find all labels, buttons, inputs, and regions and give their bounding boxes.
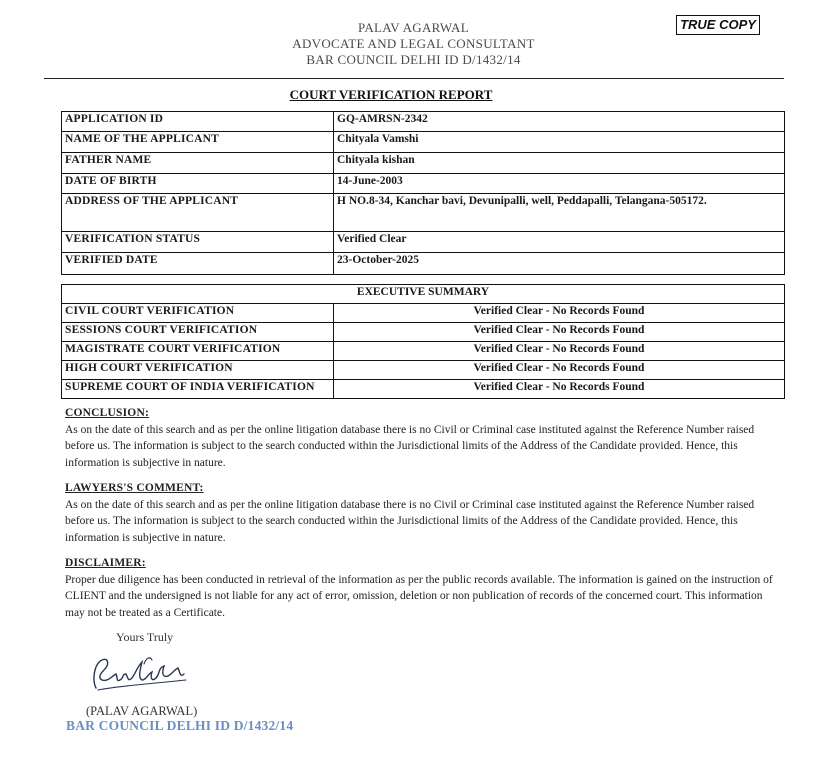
applicant-details-table <box>61 111 785 275</box>
conclusion-section <box>65 405 780 471</box>
table-row <box>62 304 785 323</box>
handwritten-signature <box>88 652 198 698</box>
summary-value: Verified Clear - No Records Found <box>334 323 785 342</box>
table-row <box>62 194 785 232</box>
disclaimer-heading: DISCLAIMER: <box>65 557 146 569</box>
disclaimer-section <box>65 555 780 621</box>
executive-summary-table <box>61 284 785 399</box>
table-row <box>62 342 785 361</box>
summary-label: HIGH COURT VERIFICATION <box>62 361 334 380</box>
table-row <box>62 361 785 380</box>
advocate-designation: ADVOCATE AND LEGAL CONSULTANT <box>292 36 535 51</box>
detail-label: ADDRESS OF THE APPLICANT <box>62 194 334 232</box>
lawyers-comment-heading: LAWYERS'S COMMENT: <box>65 482 204 494</box>
summary-value: Verified Clear - No Records Found <box>334 342 785 361</box>
table-row <box>62 380 785 399</box>
detail-value: H NO.8-34, Kanchar bavi, Devunipalli, well, Peddapalli, Telangana-505172. <box>334 194 785 232</box>
summary-label: SUPREME COURT OF INDIA VERIFICATION <box>62 380 334 399</box>
detail-value: Chityala Vamshi <box>334 132 785 153</box>
summary-value: Verified Clear - No Records Found <box>334 361 785 380</box>
detail-label: APPLICATION ID <box>62 112 334 132</box>
detail-value: Chityala kishan <box>334 153 785 174</box>
signatory-bar-id: BAR COUNCIL DELHI ID D/1432/14 <box>66 718 294 733</box>
summary-label: SESSIONS COURT VERIFICATION <box>62 323 334 342</box>
table-row <box>62 253 785 275</box>
header-divider <box>44 78 784 79</box>
table-row <box>62 323 785 342</box>
detail-label: VERIFIED DATE <box>62 253 334 275</box>
detail-value: Verified Clear <box>334 232 785 253</box>
advocate-name: PALAV AGARWAL <box>358 20 469 35</box>
detail-label: FATHER NAME <box>62 153 334 174</box>
summary-heading: EXECUTIVE SUMMARY <box>62 285 785 304</box>
closing-salutation: Yours Truly <box>116 630 174 644</box>
detail-label: VERIFICATION STATUS <box>62 232 334 253</box>
detail-value: GQ-AMRSN-2342 <box>334 112 785 132</box>
lawyers-comment-section <box>65 480 780 546</box>
detail-label: NAME OF THE APPLICANT <box>62 132 334 153</box>
summary-value: Verified Clear - No Records Found <box>334 380 785 399</box>
conclusion-text: As on the date of this search and as per the online litigation database there is no Civil or Criminal case instituted against the Reference Number raised before us. The information is subject to the search conducted within the Jurisdictional limits of the Address of the Candidate provided. Hence, this information is subjective in nature. <box>65 423 755 469</box>
table-row <box>62 174 785 194</box>
summary-value: Verified Clear - No Records Found <box>334 304 785 323</box>
lawyers-comment-text: As on the date of this search and as per the online litigation database there is no Civil or Criminal case instituted against the Reference Number raised before us. The information is subject to the search conducted within the Jurisdictional limits of the Address of the Candidate provided. Hence, this information is subjective in nature. <box>65 498 755 544</box>
table-row <box>62 132 785 153</box>
table-row <box>62 112 785 132</box>
summary-label: MAGISTRATE COURT VERIFICATION <box>62 342 334 361</box>
bar-council-id: BAR COUNCIL DELHI ID D/1432/14 <box>306 52 521 67</box>
table-row <box>62 285 785 304</box>
detail-value: 14-June-2003 <box>334 174 785 194</box>
disclaimer-text: Proper due diligence has been conducted in retrieval of the information as per the public records available. The information is gained on the instruction of CLIENT and the undersigned is not liable for any act of error, omission, deletion or non publication of records of the concerned court. This information may not be treated as a Certificate. <box>65 573 773 619</box>
signatory-name: (PALAV AGARWAL) <box>86 704 198 718</box>
summary-label: CIVIL COURT VERIFICATION <box>62 304 334 323</box>
detail-value: 23-October-2025 <box>334 253 785 275</box>
table-row <box>62 153 785 174</box>
detail-label: DATE OF BIRTH <box>62 174 334 194</box>
report-title: COURT VERIFICATION REPORT <box>289 87 493 102</box>
table-row <box>62 232 785 253</box>
true-copy-stamp: TRUE COPY <box>676 15 760 35</box>
conclusion-heading: CONCLUSION: <box>65 407 149 419</box>
